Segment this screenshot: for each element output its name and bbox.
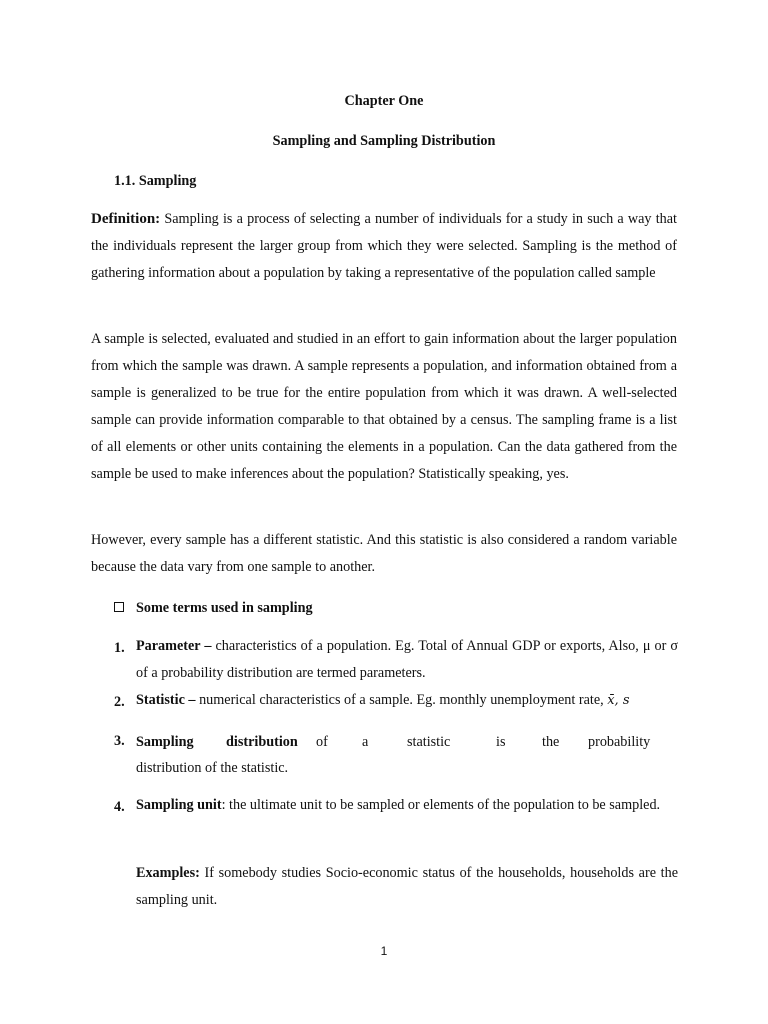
term-text: characteristics of a population. Eg. Total of Annual GDP or exports, Also, μ or σ of a probability distribution are termed parameters. <box>136 638 678 681</box>
term-text-line2: distribution of the statistic. <box>136 760 289 776</box>
term-label-part1: Sampling <box>136 734 194 750</box>
examples-paragraph <box>136 860 678 914</box>
term-label-part2: distribution <box>226 734 298 750</box>
term-text: numerical characteristics of a sample. Eg. monthly unemployment rate, <box>195 692 608 708</box>
examples-label: Examples: <box>136 865 200 881</box>
term-word: of <box>316 734 328 750</box>
checkbox-bullet-icon <box>114 602 124 612</box>
term-word: the <box>542 734 560 750</box>
math-symbols: x̄, s <box>607 693 630 708</box>
page-number: 1 <box>380 944 388 958</box>
term-label: Statistic – <box>136 692 196 708</box>
item-number: 4. <box>114 799 125 815</box>
chapter-title: Chapter One <box>344 93 424 109</box>
term-item-sampling-unit <box>136 792 678 819</box>
definition-label: Definition: <box>91 211 161 227</box>
terms-heading: Some terms used in sampling <box>136 600 313 616</box>
definition-paragraph <box>91 206 677 287</box>
term-label: Parameter – <box>136 638 212 654</box>
section-title: Sampling and Sampling Distribution <box>272 133 496 149</box>
term-word: a <box>362 734 369 750</box>
term-label: Sampling unit <box>136 797 222 813</box>
term-word: statistic <box>407 734 451 750</box>
paragraph-statistic: However, every sample has a different statistic. And this statistic is also considered a random variable because the data vary from one sample to another. <box>91 532 677 575</box>
term-item-parameter <box>136 633 678 687</box>
term-text: : the ultimate unit to be sampled or elements of the population to be sampled. <box>221 797 661 813</box>
item-number: 3. <box>114 733 125 749</box>
definition-text: Sampling is a process of selecting a number of individuals for a study in such a way that the individuals represent the larger group from which they were selected. Sampling is the method of gathering information about a population by taking a representative of the population called sample <box>91 211 677 281</box>
term-word: probability <box>588 734 651 750</box>
subsection-title: 1.1. Sampling <box>114 173 197 189</box>
item-number: 2. <box>114 694 125 710</box>
paragraph-sample: A sample is selected, evaluated and studied in an effort to gain information about the larger population from which the sample was drawn. A sample represents a population, and information obtained from a sample is generalized to be true for the entire population from which it was drawn. A well-selected sample can provide information comparable to that obtained by a census. The sampling frame is a list of all elements or other units containing the elements in a population. Can the data gathered from the sample be used to make inferences about the population? Statistically speaking, yes. <box>91 331 677 482</box>
item-number: 1. <box>114 640 125 656</box>
term-item-statistic <box>136 687 678 714</box>
examples-text: If somebody studies Socio-economic status of the households, households are the sampling unit. <box>136 865 678 908</box>
term-word: is <box>496 734 506 750</box>
